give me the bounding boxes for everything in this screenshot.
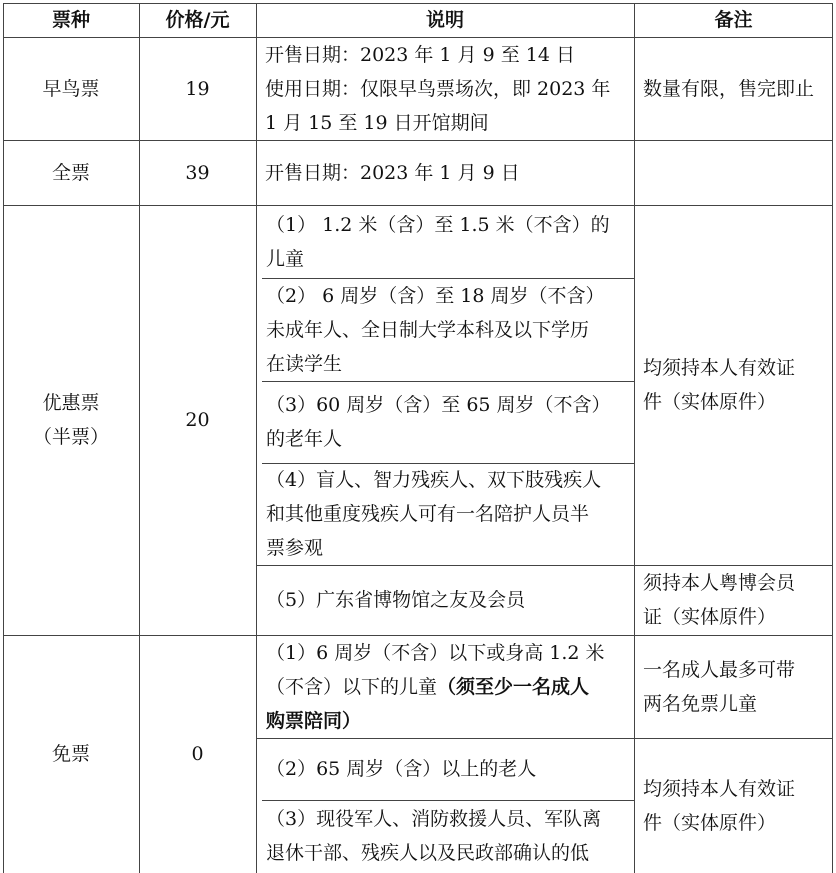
discount-desc-4 [262,463,634,565]
free-desc-bold: 购票陪同） [266,709,362,732]
free-desc-line [266,670,605,704]
free-note-2 [634,738,833,873]
border-header-bottom [3,37,833,38]
early-description [256,37,634,140]
free-type: 免票 [51,743,90,765]
discount-desc-5: （5）广东省博物馆之友及会员 [266,589,526,611]
border-col [139,3,140,873]
discount-note-line: 件（实体原件） [643,391,777,413]
border-row [3,635,833,636]
free-desc-bold: （须至少一名成人 [437,675,590,698]
header-type: 票种 [51,9,90,31]
border-subrow [262,278,634,279]
discount-type-line: （半票） [32,426,109,448]
free-price: 0 [191,743,204,765]
early-price: 19 [185,77,210,100]
discount-price: 20 [185,409,210,431]
border-subrow [262,800,634,801]
discount-desc-line: 的老年人 [266,428,343,450]
discount-desc-line: （2） 6 周岁（含）至 18 周岁（不含） [266,284,605,307]
header-price: 价格/元 [165,9,230,31]
early-desc-line: 1 月 15 至 19 日开馆期间 [265,111,489,134]
header-description: 说明 [425,9,464,31]
discount-note-line: 均须持本人有效证 [643,357,796,379]
free-desc-text: （不含）以下的儿童 [266,675,438,698]
free-desc-line [266,704,605,738]
border-subrow [262,463,634,464]
discount-desc-line: （3）60 周岁（含）至 65 周岁（不含） [266,394,611,416]
discount-desc-line: 在读学生 [266,352,343,375]
border-subrow [256,565,833,566]
discount-desc-1 [262,205,634,278]
free-note-line: 件（实体原件） [643,811,777,834]
border-col [256,3,257,873]
discount-desc-2 [262,278,634,381]
border-top [3,3,833,4]
early-note: 数量有限，售完即止 [643,77,815,100]
full-description: 开售日期：2023 年 1 月 9 日 [265,161,520,184]
early-desc-line: 开售日期：2023 年 1 月 9 至 14 日 [265,43,575,66]
border-subrow [256,738,833,739]
early-type: 早鸟票 [42,77,100,100]
discount-type-line: 优惠票 [42,392,100,414]
discount-note-line: 须持本人粤博会员 [643,572,796,594]
border-subrow [262,381,634,382]
early-desc-line: 使用日期：仅限早鸟票场次，即 2023 年 [265,77,611,100]
border-row [3,205,833,206]
discount-desc-line: 票参观 [266,537,324,559]
free-desc-line: 退休干部、残疾人以及民政部确认的低 [266,842,590,864]
discount-desc-line: （4）盲人、智力残疾人、双下肢残疾人 [266,469,602,491]
free-note-line: 一名成人最多可带 [643,658,796,681]
free-desc-2: （2）65 周岁（含）以上的老人 [266,758,537,780]
border-row [3,140,833,141]
discount-type [3,205,139,635]
discount-note-2 [634,565,833,635]
free-desc-3 [262,800,634,873]
border-left [3,3,4,873]
free-note-1 [634,635,833,738]
free-note-line: 均须持本人有效证 [643,777,796,800]
free-desc-1 [262,635,634,738]
discount-desc-line: 儿童 [266,247,305,270]
border-col [634,3,635,873]
free-desc-line: （3）现役军人、消防救援人员、军队离 [266,808,602,830]
discount-desc-3 [262,381,634,463]
full-type: 全票 [51,161,90,184]
discount-desc-line: （1） 1.2 米（含）至 1.5 米（不含）的 [266,213,610,236]
full-price: 39 [185,161,210,184]
header-note: 备注 [714,9,753,31]
free-desc-line: （1）6 周岁（不含）以下或身高 1.2 米 [266,641,605,664]
discount-note-1 [634,205,833,565]
discount-desc-line: 和其他重度残疾人可有一名陪护人员半 [266,503,590,525]
border-right [832,3,833,873]
free-note-line: 两名免票儿童 [643,692,758,715]
discount-note-line: 证（实体原件） [643,606,777,628]
discount-desc-line: 未成年人、全日制大学本科及以下学历 [266,318,590,341]
